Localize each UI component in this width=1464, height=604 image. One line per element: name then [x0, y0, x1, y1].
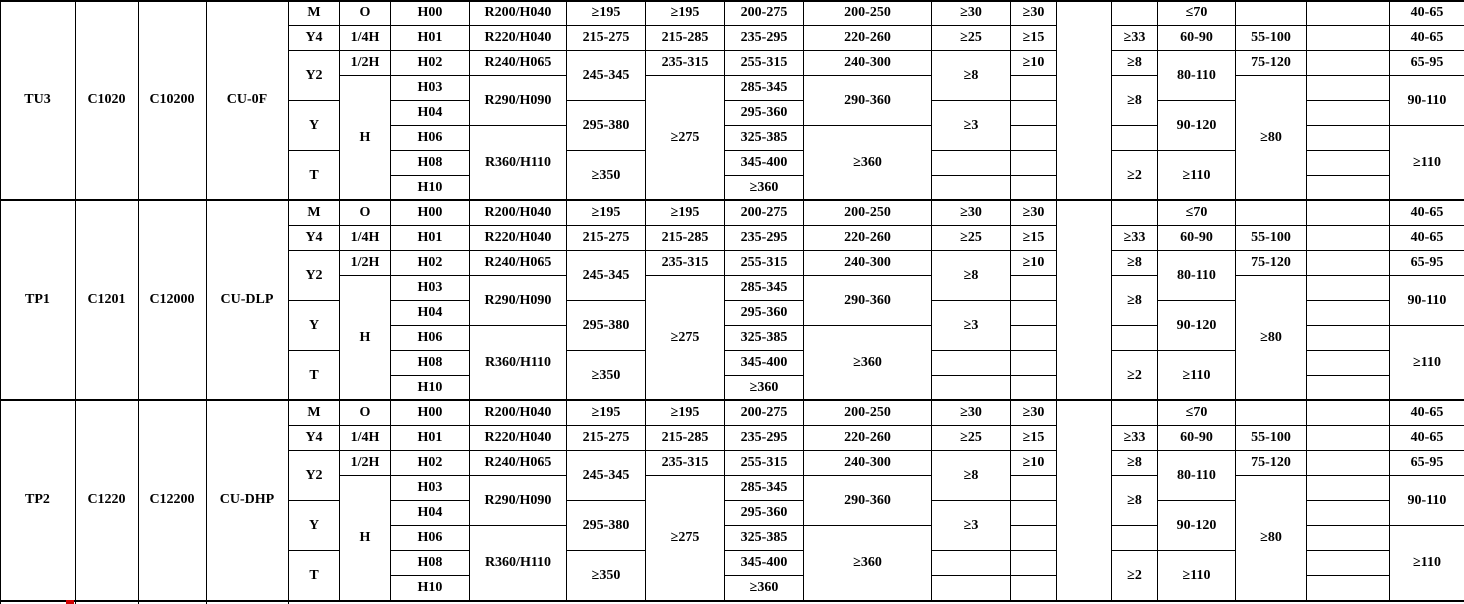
- value-cell-c5: 215-275: [566, 25, 645, 50]
- table-bottom-border: [0, 600, 1464, 602]
- value-cell-c5: 215-275: [566, 425, 645, 450]
- value-cell-c6: 235-315: [645, 450, 724, 475]
- value-cell-c13: 90-120: [1157, 500, 1235, 550]
- value-cell-c16: ≥110: [1389, 125, 1464, 200]
- empty-cell: [1306, 100, 1389, 125]
- empty-cell: [1010, 125, 1056, 150]
- value-cell-c16: 40-65: [1389, 200, 1464, 225]
- value-cell-c8: 200-250: [803, 400, 931, 425]
- empty-cell: [1306, 25, 1389, 50]
- value-cell-code: H06: [390, 525, 469, 550]
- empty-cell: [1056, 0, 1111, 200]
- value-cell-c6: 215-285: [645, 425, 724, 450]
- block-separator: [0, 199, 1464, 201]
- value-cell-c9: ≥3: [931, 300, 1010, 350]
- value-cell-c9: ≥3: [931, 100, 1010, 150]
- empty-cell: [1010, 500, 1056, 525]
- empty-cell: [931, 550, 1010, 575]
- value-cell-c13: ≥110: [1157, 350, 1235, 400]
- empty-cell: [1111, 200, 1157, 225]
- empty-cell: [1306, 75, 1389, 100]
- value-cell-c6: 215-285: [645, 225, 724, 250]
- value-cell-c7: ≥360: [724, 375, 803, 400]
- value-cell-c14: ≥80: [1235, 275, 1306, 400]
- value-cell-state: T: [288, 150, 339, 200]
- value-cell-c12: ≥33: [1111, 425, 1157, 450]
- value-cell-c7: 345-400: [724, 550, 803, 575]
- value-cell-c12: ≥2: [1111, 350, 1157, 400]
- empty-cell: [1010, 275, 1056, 300]
- value-cell-c14: 75-120: [1235, 450, 1306, 475]
- value-cell-c7: 295-360: [724, 100, 803, 125]
- empty-cell: [1010, 150, 1056, 175]
- value-cell-en: R200/H040: [469, 0, 566, 25]
- value-cell-code: H04: [390, 500, 469, 525]
- value-cell-c7: 255-315: [724, 250, 803, 275]
- value-cell-c13: 60-90: [1157, 25, 1235, 50]
- empty-cell: [1235, 200, 1306, 225]
- empty-cell: [1235, 400, 1306, 425]
- value-cell-temper: 1/4H: [339, 425, 390, 450]
- value-cell-code: H08: [390, 550, 469, 575]
- value-cell-c7: 325-385: [724, 325, 803, 350]
- value-cell-en: R240/H065: [469, 250, 566, 275]
- value-cell-c16: 90-110: [1389, 275, 1464, 325]
- value-cell-c8: 290-360: [803, 275, 931, 325]
- empty-cell: [1306, 0, 1389, 25]
- value-cell-c7: 235-295: [724, 225, 803, 250]
- value-cell-c5: 245-345: [566, 250, 645, 300]
- value-cell-c8: 240-300: [803, 450, 931, 475]
- value-cell-c8: 200-250: [803, 200, 931, 225]
- value-cell-en: R220/H040: [469, 225, 566, 250]
- value-cell-temper: 1/2H: [339, 50, 390, 75]
- value-cell-c13: 80-110: [1157, 50, 1235, 100]
- value-cell-c6: ≥195: [645, 400, 724, 425]
- empty-cell: [1056, 400, 1111, 600]
- value-cell-c12: ≥8: [1111, 75, 1157, 125]
- value-cell-c5: 245-345: [566, 50, 645, 100]
- value-cell-code: H02: [390, 450, 469, 475]
- empty-cell: [1010, 300, 1056, 325]
- value-cell-state: T: [288, 350, 339, 400]
- value-cell-c6: 235-315: [645, 50, 724, 75]
- value-cell-code: H03: [390, 475, 469, 500]
- empty-cell: [1010, 350, 1056, 375]
- value-cell-c7: ≥360: [724, 175, 803, 200]
- value-cell-c8: 240-300: [803, 50, 931, 75]
- value-cell-en: R290/H090: [469, 75, 566, 125]
- value-cell-temper: H: [339, 75, 390, 200]
- empty-cell: [1010, 575, 1056, 600]
- uns-code-cell: C1201: [75, 200, 138, 400]
- value-cell-c16: 40-65: [1389, 225, 1464, 250]
- value-cell-temper: O: [339, 400, 390, 425]
- value-cell-en: R360/H110: [469, 325, 566, 400]
- value-cell-c7: 200-275: [724, 0, 803, 25]
- value-cell-c5: 245-345: [566, 450, 645, 500]
- empty-cell: [1111, 0, 1157, 25]
- value-cell-c12: ≥8: [1111, 275, 1157, 325]
- value-cell-code: H08: [390, 150, 469, 175]
- empty-cell: [1111, 400, 1157, 425]
- value-cell-c7: 200-275: [724, 200, 803, 225]
- empty-cell: [931, 150, 1010, 175]
- value-cell-c6: ≥195: [645, 0, 724, 25]
- value-cell-c14: 55-100: [1235, 425, 1306, 450]
- grid-line-vertical: [206, 0, 207, 604]
- grade-cell: TP2: [0, 400, 75, 600]
- value-cell-code: H06: [390, 125, 469, 150]
- value-cell-temper: 1/2H: [339, 450, 390, 475]
- value-cell-c13: ≥110: [1157, 150, 1235, 200]
- value-cell-state: T: [288, 550, 339, 600]
- value-cell-c8: ≥360: [803, 125, 931, 200]
- value-cell-c14: 55-100: [1235, 225, 1306, 250]
- value-cell-c7: 285-345: [724, 75, 803, 100]
- value-cell-c7: 255-315: [724, 450, 803, 475]
- value-cell-state: M: [288, 400, 339, 425]
- empty-cell: [1010, 325, 1056, 350]
- value-cell-c5: ≥350: [566, 150, 645, 200]
- value-cell-c10: ≥10: [1010, 250, 1056, 275]
- value-cell-c7: 200-275: [724, 400, 803, 425]
- iso-code-cell: CU-DHP: [206, 400, 288, 600]
- value-cell-c9: ≥30: [931, 0, 1010, 25]
- value-cell-c8: 290-360: [803, 475, 931, 525]
- value-cell-en: R290/H090: [469, 275, 566, 325]
- value-cell-code: H10: [390, 575, 469, 600]
- value-cell-c8: 220-260: [803, 25, 931, 50]
- value-cell-c6: 235-315: [645, 250, 724, 275]
- value-cell-c14: ≥80: [1235, 75, 1306, 200]
- value-cell-c5: 295-380: [566, 100, 645, 150]
- value-cell-c5: 295-380: [566, 500, 645, 550]
- value-cell-c13: ≤70: [1157, 200, 1235, 225]
- value-cell-c16: 65-95: [1389, 50, 1464, 75]
- value-cell-c8: 220-260: [803, 425, 931, 450]
- value-cell-code: H04: [390, 100, 469, 125]
- value-cell-c7: 325-385: [724, 125, 803, 150]
- value-cell-c12: ≥33: [1111, 25, 1157, 50]
- uns-number-cell: C10200: [138, 0, 206, 200]
- value-cell-code: H10: [390, 175, 469, 200]
- empty-cell: [1306, 300, 1389, 325]
- value-cell-c6: ≥275: [645, 75, 724, 200]
- value-cell-c16: 40-65: [1389, 25, 1464, 50]
- value-cell-c12: ≥8: [1111, 475, 1157, 525]
- value-cell-c12: ≥2: [1111, 150, 1157, 200]
- value-cell-c7: 345-400: [724, 150, 803, 175]
- empty-cell: [1306, 500, 1389, 525]
- value-cell-code: H01: [390, 425, 469, 450]
- value-cell-c6: ≥275: [645, 475, 724, 600]
- value-cell-c8: ≥360: [803, 525, 931, 600]
- value-cell-c7: 325-385: [724, 525, 803, 550]
- value-cell-state: Y4: [288, 425, 339, 450]
- empty-cell: [1306, 400, 1389, 425]
- empty-cell: [931, 375, 1010, 400]
- value-cell-code: H02: [390, 250, 469, 275]
- iso-code-cell: CU-0F: [206, 0, 288, 200]
- value-cell-c16: ≥110: [1389, 525, 1464, 600]
- value-cell-c10: ≥15: [1010, 425, 1056, 450]
- value-cell-c9: ≥8: [931, 250, 1010, 300]
- value-cell-c14: 55-100: [1235, 25, 1306, 50]
- value-cell-c9: ≥30: [931, 400, 1010, 425]
- value-cell-c16: ≥110: [1389, 325, 1464, 400]
- value-cell-en: R200/H040: [469, 400, 566, 425]
- value-cell-c5: ≥350: [566, 550, 645, 600]
- empty-cell: [1056, 200, 1111, 400]
- value-cell-c7: 285-345: [724, 275, 803, 300]
- empty-cell: [1306, 225, 1389, 250]
- empty-cell: [1010, 550, 1056, 575]
- value-cell-c6: ≥275: [645, 275, 724, 400]
- value-cell-c16: 65-95: [1389, 250, 1464, 275]
- value-cell-c9: ≥8: [931, 450, 1010, 500]
- value-cell-state: Y: [288, 100, 339, 150]
- value-cell-c13: 80-110: [1157, 450, 1235, 500]
- value-cell-en: R220/H040: [469, 425, 566, 450]
- grid-line-vertical: [0, 0, 1, 604]
- empty-cell: [931, 175, 1010, 200]
- value-cell-c16: 65-95: [1389, 450, 1464, 475]
- value-cell-en: R240/H065: [469, 50, 566, 75]
- value-cell-temper: H: [339, 275, 390, 400]
- value-cell-c10: ≥30: [1010, 200, 1056, 225]
- empty-cell: [1306, 200, 1389, 225]
- value-cell-c9: ≥30: [931, 200, 1010, 225]
- value-cell-c7: ≥360: [724, 575, 803, 600]
- value-cell-c7: 235-295: [724, 25, 803, 50]
- grid-line-vertical: [75, 0, 76, 604]
- value-cell-code: H03: [390, 275, 469, 300]
- value-cell-c13: 90-120: [1157, 100, 1235, 150]
- grade-cell: TP1: [0, 200, 75, 400]
- value-cell-code: H04: [390, 300, 469, 325]
- value-cell-c13: 60-90: [1157, 225, 1235, 250]
- value-cell-c10: ≥10: [1010, 450, 1056, 475]
- empty-cell: [1306, 350, 1389, 375]
- value-cell-c14: 75-120: [1235, 250, 1306, 275]
- empty-cell: [1306, 125, 1389, 150]
- value-cell-temper: 1/2H: [339, 250, 390, 275]
- value-cell-c13: ≤70: [1157, 400, 1235, 425]
- value-cell-c13: 80-110: [1157, 250, 1235, 300]
- value-cell-en: R360/H110: [469, 525, 566, 600]
- uns-number-cell: C12000: [138, 200, 206, 400]
- block-separator: [0, 399, 1464, 401]
- value-cell-state: M: [288, 0, 339, 25]
- empty-cell: [1306, 325, 1389, 350]
- red-cell-marker: [66, 600, 74, 604]
- value-cell-c7: 295-360: [724, 300, 803, 325]
- value-cell-c5: ≥195: [566, 200, 645, 225]
- value-cell-c16: 40-65: [1389, 425, 1464, 450]
- value-cell-en: R290/H090: [469, 475, 566, 525]
- empty-cell: [1111, 525, 1157, 550]
- empty-cell: [1010, 375, 1056, 400]
- value-cell-c9: ≥25: [931, 425, 1010, 450]
- grid-line-vertical: [288, 0, 289, 604]
- value-cell-state: Y2: [288, 450, 339, 500]
- value-cell-c10: ≥30: [1010, 0, 1056, 25]
- value-cell-c10: ≥15: [1010, 25, 1056, 50]
- value-cell-c13: ≥110: [1157, 550, 1235, 600]
- value-cell-state: Y: [288, 300, 339, 350]
- empty-cell: [1010, 475, 1056, 500]
- value-cell-c7: 235-295: [724, 425, 803, 450]
- value-cell-c7: 285-345: [724, 475, 803, 500]
- value-cell-temper: 1/4H: [339, 225, 390, 250]
- empty-cell: [1306, 50, 1389, 75]
- empty-cell: [931, 350, 1010, 375]
- empty-cell: [931, 575, 1010, 600]
- empty-cell: [1306, 575, 1389, 600]
- value-cell-c5: ≥195: [566, 0, 645, 25]
- empty-cell: [1306, 250, 1389, 275]
- value-cell-code: H00: [390, 200, 469, 225]
- iso-code-cell: CU-DLP: [206, 200, 288, 400]
- value-cell-code: H03: [390, 75, 469, 100]
- value-cell-c10: ≥10: [1010, 50, 1056, 75]
- value-cell-en: R360/H110: [469, 125, 566, 200]
- value-cell-c8: ≥360: [803, 325, 931, 400]
- value-cell-c5: 215-275: [566, 225, 645, 250]
- value-cell-code: H10: [390, 375, 469, 400]
- value-cell-code: H01: [390, 25, 469, 50]
- empty-cell: [1306, 375, 1389, 400]
- empty-cell: [1235, 0, 1306, 25]
- value-cell-code: H00: [390, 0, 469, 25]
- value-cell-temper: H: [339, 475, 390, 600]
- empty-cell: [1010, 525, 1056, 550]
- value-cell-en: R220/H040: [469, 25, 566, 50]
- value-cell-state: Y4: [288, 225, 339, 250]
- empty-cell: [1010, 75, 1056, 100]
- grade-cell: TU3: [0, 0, 75, 200]
- value-cell-c7: 345-400: [724, 350, 803, 375]
- value-cell-c10: ≥30: [1010, 400, 1056, 425]
- value-cell-c16: 90-110: [1389, 75, 1464, 125]
- value-cell-c12: ≥33: [1111, 225, 1157, 250]
- value-cell-c8: 240-300: [803, 250, 931, 275]
- value-cell-c14: ≥80: [1235, 475, 1306, 600]
- value-cell-state: Y2: [288, 50, 339, 100]
- empty-cell: [1010, 175, 1056, 200]
- value-cell-code: H06: [390, 325, 469, 350]
- value-cell-c5: ≥350: [566, 350, 645, 400]
- value-cell-c16: 90-110: [1389, 475, 1464, 525]
- empty-cell: [1306, 525, 1389, 550]
- value-cell-state: Y: [288, 500, 339, 550]
- empty-cell: [1111, 325, 1157, 350]
- grid-line-vertical: [138, 0, 139, 604]
- value-cell-c9: ≥25: [931, 25, 1010, 50]
- value-cell-state: Y2: [288, 250, 339, 300]
- value-cell-c8: 200-250: [803, 0, 931, 25]
- uns-code-cell: C1020: [75, 0, 138, 200]
- block-separator: [0, 0, 1464, 2]
- empty-cell: [1010, 100, 1056, 125]
- value-cell-c13: 90-120: [1157, 300, 1235, 350]
- value-cell-code: H08: [390, 350, 469, 375]
- empty-cell: [1306, 550, 1389, 575]
- value-cell-c8: 220-260: [803, 225, 931, 250]
- value-cell-c16: 40-65: [1389, 400, 1464, 425]
- value-cell-state: M: [288, 200, 339, 225]
- value-cell-c10: ≥15: [1010, 225, 1056, 250]
- value-cell-c13: ≤70: [1157, 0, 1235, 25]
- value-cell-c8: 290-360: [803, 75, 931, 125]
- value-cell-c9: ≥8: [931, 50, 1010, 100]
- value-cell-temper: O: [339, 0, 390, 25]
- empty-cell: [1306, 450, 1389, 475]
- value-cell-code: H02: [390, 50, 469, 75]
- value-cell-c12: ≥2: [1111, 550, 1157, 600]
- uns-code-cell: C1220: [75, 400, 138, 600]
- value-cell-c16: 40-65: [1389, 0, 1464, 25]
- value-cell-temper: O: [339, 200, 390, 225]
- value-cell-c9: ≥25: [931, 225, 1010, 250]
- empty-cell: [1306, 175, 1389, 200]
- empty-cell: [1306, 275, 1389, 300]
- value-cell-state: Y4: [288, 25, 339, 50]
- value-cell-code: H00: [390, 400, 469, 425]
- empty-cell: [1111, 125, 1157, 150]
- empty-cell: [1306, 425, 1389, 450]
- value-cell-en: R200/H040: [469, 200, 566, 225]
- value-cell-c7: 255-315: [724, 50, 803, 75]
- value-cell-c9: ≥3: [931, 500, 1010, 550]
- value-cell-c5: 295-380: [566, 300, 645, 350]
- empty-cell: [1306, 150, 1389, 175]
- value-cell-c6: 215-285: [645, 25, 724, 50]
- value-cell-temper: 1/4H: [339, 25, 390, 50]
- empty-cell: [1306, 475, 1389, 500]
- value-cell-c12: ≥8: [1111, 450, 1157, 475]
- value-cell-c6: ≥195: [645, 200, 724, 225]
- value-cell-c5: ≥195: [566, 400, 645, 425]
- value-cell-c7: 295-360: [724, 500, 803, 525]
- value-cell-c12: ≥8: [1111, 250, 1157, 275]
- value-cell-en: R240/H065: [469, 450, 566, 475]
- value-cell-code: H01: [390, 225, 469, 250]
- value-cell-c14: 75-120: [1235, 50, 1306, 75]
- value-cell-c13: 60-90: [1157, 425, 1235, 450]
- uns-number-cell: C12200: [138, 400, 206, 600]
- value-cell-c12: ≥8: [1111, 50, 1157, 75]
